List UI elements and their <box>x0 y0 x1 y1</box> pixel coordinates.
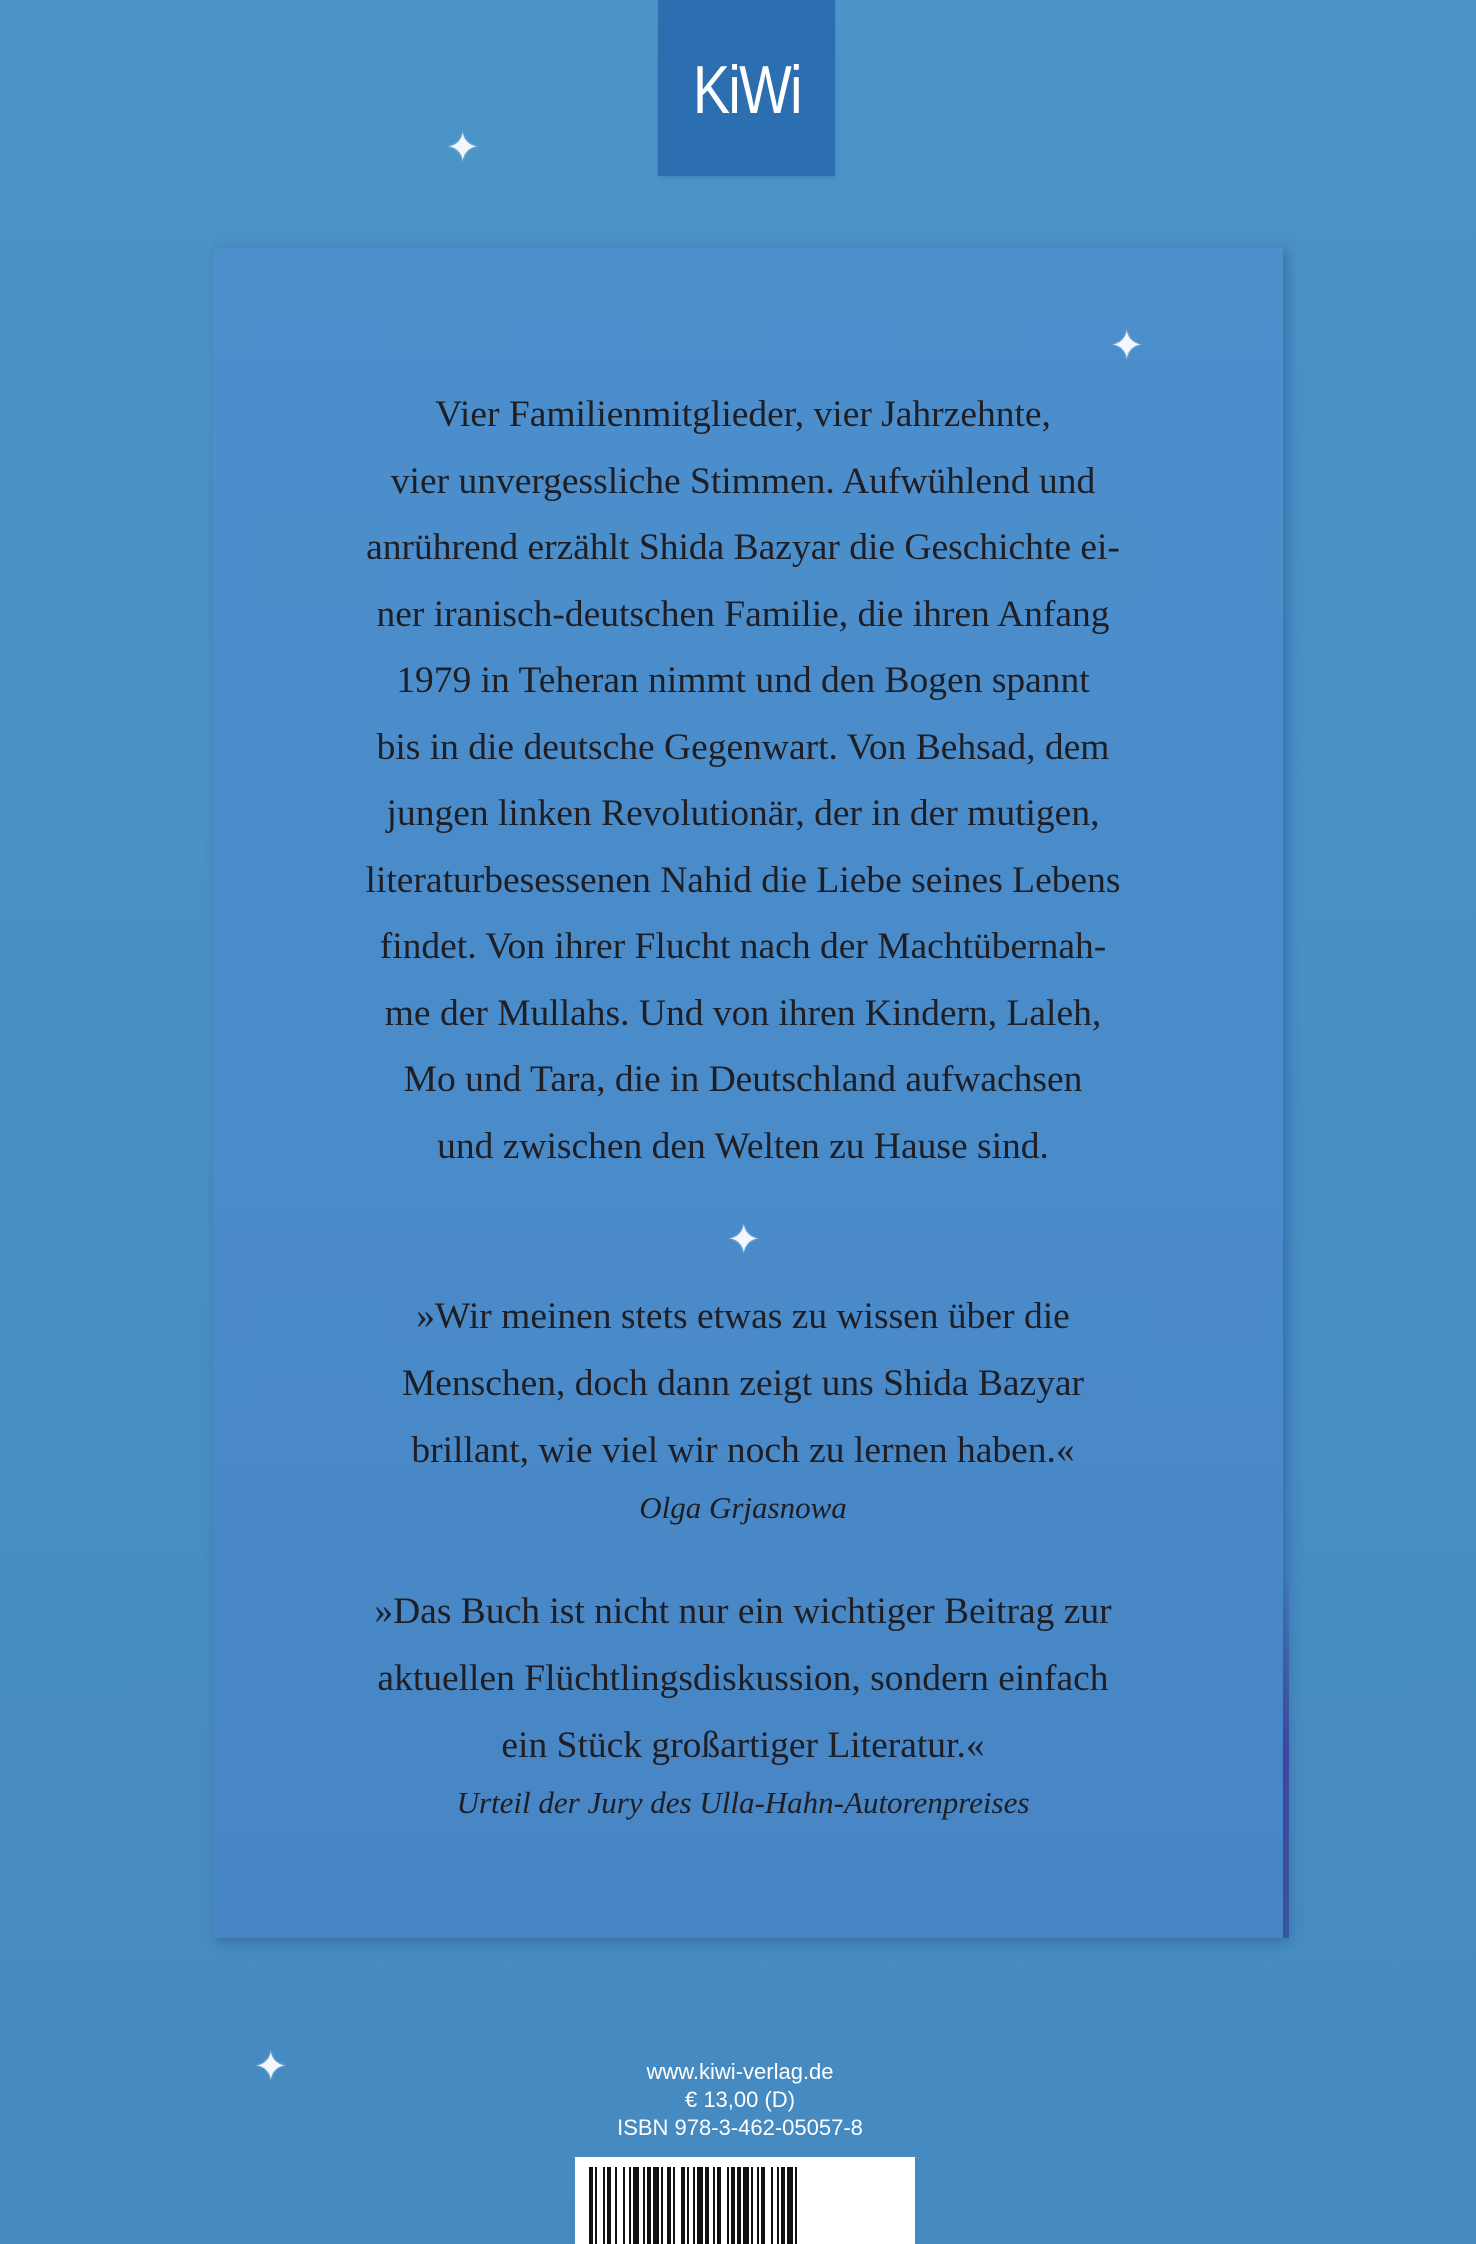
isbn: ISBN 978-3-462-05057-8 <box>617 2115 863 2140</box>
barcode-bar <box>705 2167 709 2244</box>
blurb-line: und zwischen den Welten zu Hause sind. <box>437 1125 1049 1167</box>
star-icon: ✦ <box>446 125 480 171</box>
blurb-line: jungen linken Revolutionär, der in der mutigen, <box>386 793 1100 834</box>
barcode-bar <box>647 2167 651 2244</box>
barcode-bars <box>575 2157 915 2244</box>
barcode-bar <box>643 2167 645 2244</box>
barcode-bar <box>795 2167 797 2244</box>
barcode-bar <box>607 2167 611 2244</box>
barcode-bar <box>623 2167 625 2244</box>
quote-attribution: Urteil der Jury des Ulla-Hahn-Autorenpreises <box>456 1785 1030 1820</box>
barcode-bar <box>771 2167 773 2244</box>
blurb-line: bis in die deutsche Gegenwart. Von Behsad, dem <box>376 726 1110 768</box>
barcode-bar <box>737 2167 741 2244</box>
star-icon: ✦ <box>727 1217 761 1263</box>
barcode-bar <box>697 2167 703 2244</box>
price: € 13,00 (D) <box>684 2087 796 2112</box>
blurb-line: Mo und Tara, die in Deutschland aufwachsen <box>403 1059 1083 1100</box>
barcode-bar <box>603 2167 605 2244</box>
quote-line: »Das Buch ist nicht nur ein wichtiger Beitrag zur <box>374 1591 1112 1632</box>
star-icon: ✦ <box>254 2044 288 2090</box>
barcode-bar <box>667 2167 671 2244</box>
barcode-bar <box>681 2167 685 2244</box>
barcode-bar <box>713 2167 715 2244</box>
barcode-bar <box>727 2167 729 2244</box>
blurb-line: 1979 in Teheran nimmt und den Bogen spannt <box>396 660 1090 701</box>
barcode-bar <box>589 2167 593 2244</box>
imprint-block <box>590 2058 890 2142</box>
review-quote <box>273 1283 1213 1532</box>
barcode-bar <box>615 2167 617 2244</box>
barcode-bar <box>653 2167 659 2244</box>
book-blurb <box>273 382 1213 1180</box>
quote-line: »Wir meinen stets etwas zu wissen über die <box>416 1296 1070 1337</box>
quote-attribution: Olga Grjasnowa <box>639 1490 847 1525</box>
barcode-bar <box>751 2167 753 2244</box>
blurb-line: anrührend erzählt Shida Bazyar die Geschichte ei- <box>366 527 1120 568</box>
blurb-line: vier unvergessliche Stimmen. Aufwühlend und <box>390 460 1096 502</box>
blurb-line: findet. Von ihrer Flucht nach der Machtübernah- <box>379 926 1107 967</box>
isbn-barcode <box>575 2157 915 2244</box>
barcode-bar <box>661 2167 663 2244</box>
barcode-bar <box>761 2167 765 2244</box>
review-quote <box>273 1578 1213 1827</box>
blurb-line: Vier Familienmitglieder, vier Jahrzehnte, <box>435 394 1051 435</box>
barcode-bar <box>629 2167 631 2244</box>
blurb-line: me der Mullahs. Und von ihren Kindern, Laleh, <box>384 992 1102 1034</box>
publisher-website: www.kiwi-verlag.de <box>646 2059 834 2084</box>
barcode-bar <box>787 2167 793 2244</box>
barcode-bar <box>777 2167 779 2244</box>
logo-text: KiWi <box>692 52 801 128</box>
quote-line: aktuellen Flüchtlingsdiskussion, sondern einfach <box>377 1658 1109 1699</box>
blurb-line: literaturbesessenen Nahid die Liebe seines Lebens <box>365 859 1121 901</box>
quote-line: ein Stück großartiger Literatur.« <box>501 1725 985 1766</box>
quote-line: brillant, wie viel wir noch zu lernen haben.« <box>411 1430 1075 1471</box>
barcode-bar <box>731 2167 735 2244</box>
barcode-bar <box>717 2167 721 2244</box>
barcode-bar <box>673 2167 675 2244</box>
quote-line: Menschen, doch dann zeigt uns Shida Bazyar <box>401 1363 1085 1404</box>
barcode-bar <box>757 2167 759 2244</box>
barcode-bar <box>693 2167 695 2244</box>
blurb-line: ner iranisch-deutschen Familie, die ihren Anfang <box>376 593 1110 635</box>
barcode-bar <box>743 2167 749 2244</box>
barcode-bar <box>687 2167 689 2244</box>
barcode-bar <box>595 2167 597 2244</box>
kiwi-publisher-logo <box>658 0 835 176</box>
barcode-bar <box>781 2167 785 2244</box>
star-icon: ✦ <box>1110 323 1144 369</box>
barcode-bar <box>633 2167 639 2244</box>
